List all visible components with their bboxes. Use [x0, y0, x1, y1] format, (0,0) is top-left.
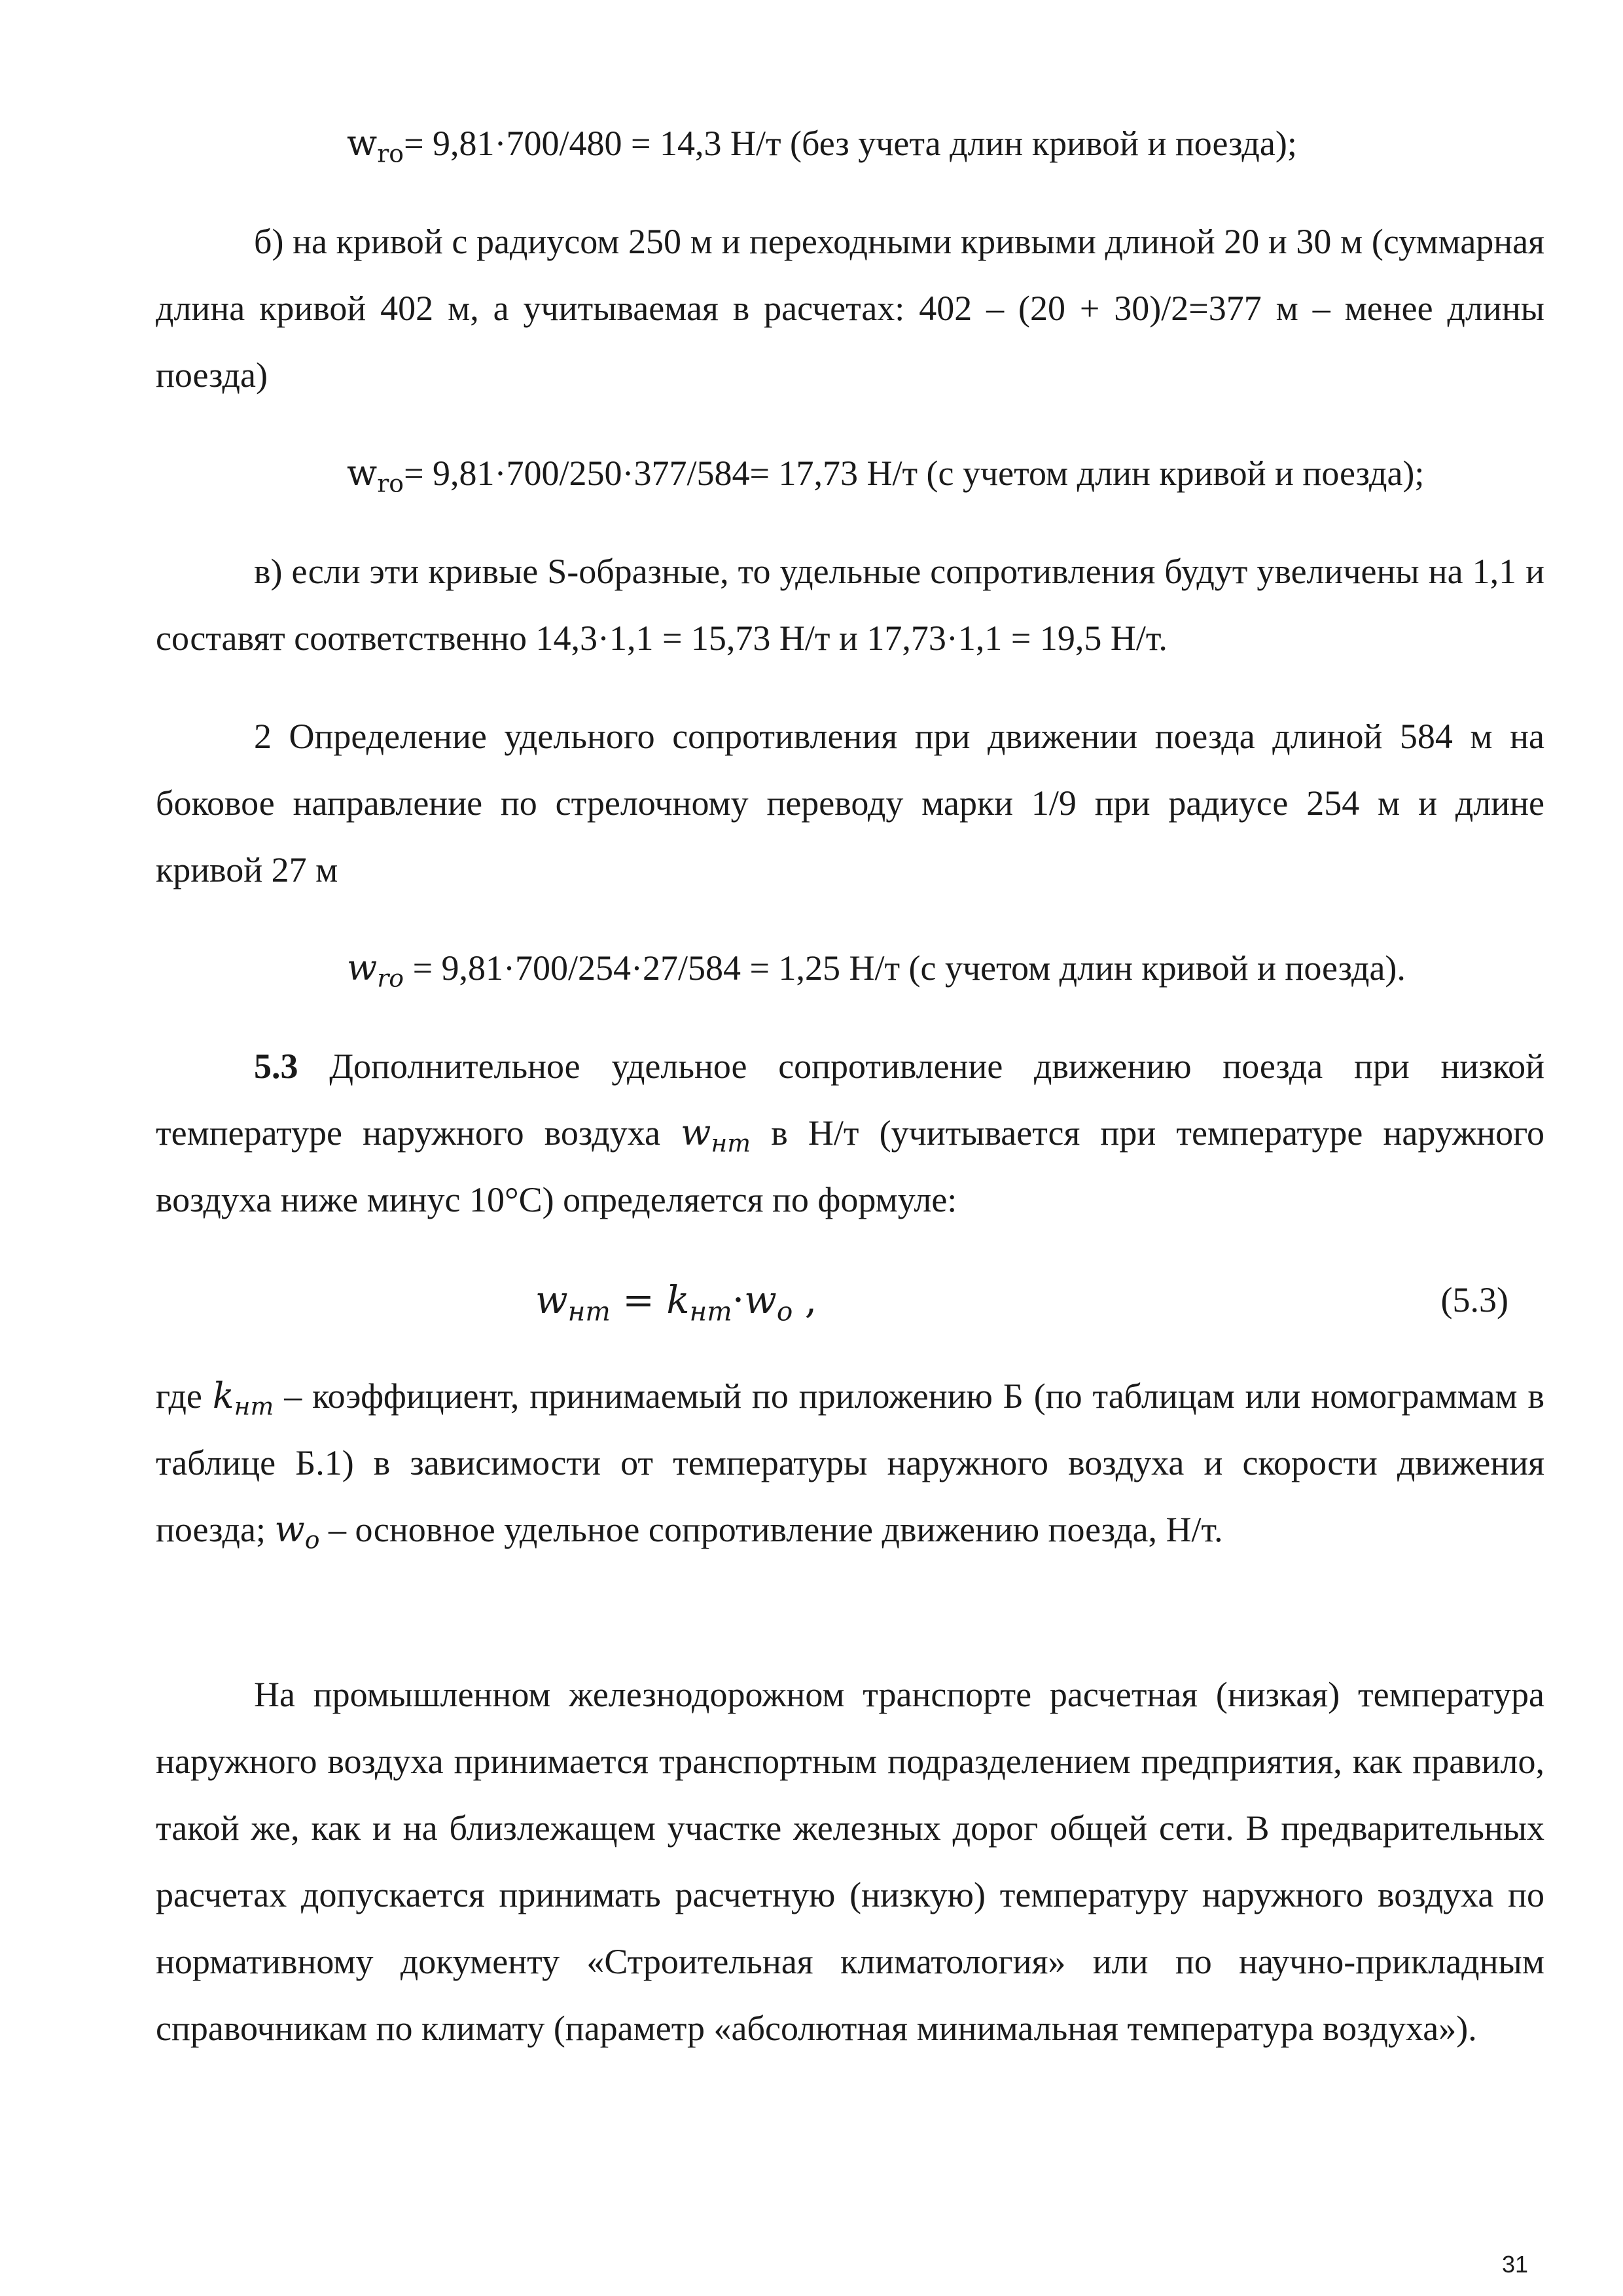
- formula-var: w: [347, 947, 378, 988]
- formula-text: = 9,81·700/480 = 14,3 Н/т (без учета длин кривой и поезда);: [404, 124, 1297, 163]
- paragraph-v-text: в) если эти кривые S-образные, то удельные сопротивления будут увеличены на 1,1 и составят соответственно 14,3·1,1 = 15,73 Н/т и 17,73·1,1 = 19,5 Н/т.: [156, 552, 1544, 658]
- math-subscript: нт: [567, 1295, 611, 1327]
- where-paragraph: [156, 1363, 1544, 1563]
- section-number: 5.3: [254, 1047, 298, 1086]
- where-text-part: – коэффициент, принимаемый по приложению Б (по таблицам или номограммам в таблице Б.1) в зависимости от температуры наружного воздуха и скорости движения поезда;: [156, 1376, 1544, 1549]
- math-operator: =: [610, 1278, 667, 1322]
- paragraph-b: [156, 208, 1544, 408]
- paragraph-2: [156, 703, 1544, 903]
- paragraph-2-text: 2 Определение удельного сопротивления при движении поезда длиной 584 м на боковое направление по стрелочному переводу марки 1/9 при радиусе 254 м и длине кривой 27 м: [156, 717, 1544, 889]
- where-paragraph-text: [156, 1363, 1544, 1563]
- math-subscript: нт: [711, 1128, 751, 1158]
- paragraph-v: [156, 538, 1544, 672]
- paragraph-industrial-text: На промышленном железнодорожном транспорте расчетная (низкая) температура наружного воздуха принимается транспортным подразделением предприятия, как правило, такой же, как и на близлежащем участке железных дорог общей сети. В предварительных расчетах допускается принимать расчетную (низкую) температуру наружного воздуха по нормативному документу «Строительная климатология» или по научно-прикладным справочникам по климату (параметр «абсолютная минимальная температура воздуха»).: [156, 1675, 1544, 2048]
- where-text-part: – основное удельное сопротивление движению поезда, Н/т.: [319, 1510, 1223, 1549]
- equation-5-3: [156, 1266, 1544, 1333]
- equation-body: [535, 1266, 817, 1334]
- formula-subscript: ro: [377, 469, 404, 498]
- formula-wro-2: [347, 440, 1544, 507]
- math-var: w: [274, 1509, 305, 1550]
- paragraph-b-text: б) на кривой с радиусом 250 м и переходными кривыми длиной 20 и 30 м (суммарная длина кривой 402 м, а учитываемая в расчетах: 402 – (20 + 30)/2=377 м – менее длины поезда): [156, 222, 1544, 395]
- math-var: k: [666, 1278, 690, 1322]
- math-var: k: [212, 1375, 234, 1416]
- equation-number: (5.3): [1440, 1280, 1508, 1319]
- section-text-part: Дополнительное удельное сопротивление движению поезда при низкой температуре наружного воздуха: [156, 1047, 1544, 1153]
- math-var: w: [681, 1112, 711, 1153]
- math-subscript: нт: [234, 1391, 274, 1421]
- paragraph-industrial: [156, 1661, 1544, 2062]
- formula-subscript: ro: [377, 139, 404, 168]
- math-subscript: o: [304, 1525, 320, 1554]
- formula-wro-1: [347, 110, 1544, 177]
- formula-var: w: [347, 452, 378, 493]
- math-var: w: [535, 1278, 568, 1322]
- formula-text: = 9,81·700/254·27/584 = 1,25 Н/т (с учетом длин кривой и поезда).: [404, 948, 1406, 988]
- math-punct: ,: [793, 1278, 817, 1322]
- section-5-3-text: [156, 1033, 1544, 1233]
- math-var: w: [744, 1278, 777, 1322]
- where-word: где: [156, 1376, 213, 1416]
- formula-text: = 9,81·700/250·377/584= 17,73 Н/т (с учетом длин кривой и поезда);: [404, 454, 1425, 493]
- formula-wro-3: [347, 935, 1544, 1001]
- math-operator: ·: [732, 1278, 745, 1322]
- math-subscript: o: [776, 1295, 793, 1327]
- section-text-part: в Н/т (учитывается при температуре наружного воздуха ниже минус 10°С) определяется по формуле:: [156, 1113, 1544, 1219]
- formula-subscript: ro: [377, 963, 404, 993]
- page-number: 31: [1502, 2251, 1529, 2278]
- formula-var: w: [347, 122, 378, 164]
- section-5-3: [156, 1033, 1544, 1233]
- math-subscript: нт: [689, 1295, 732, 1327]
